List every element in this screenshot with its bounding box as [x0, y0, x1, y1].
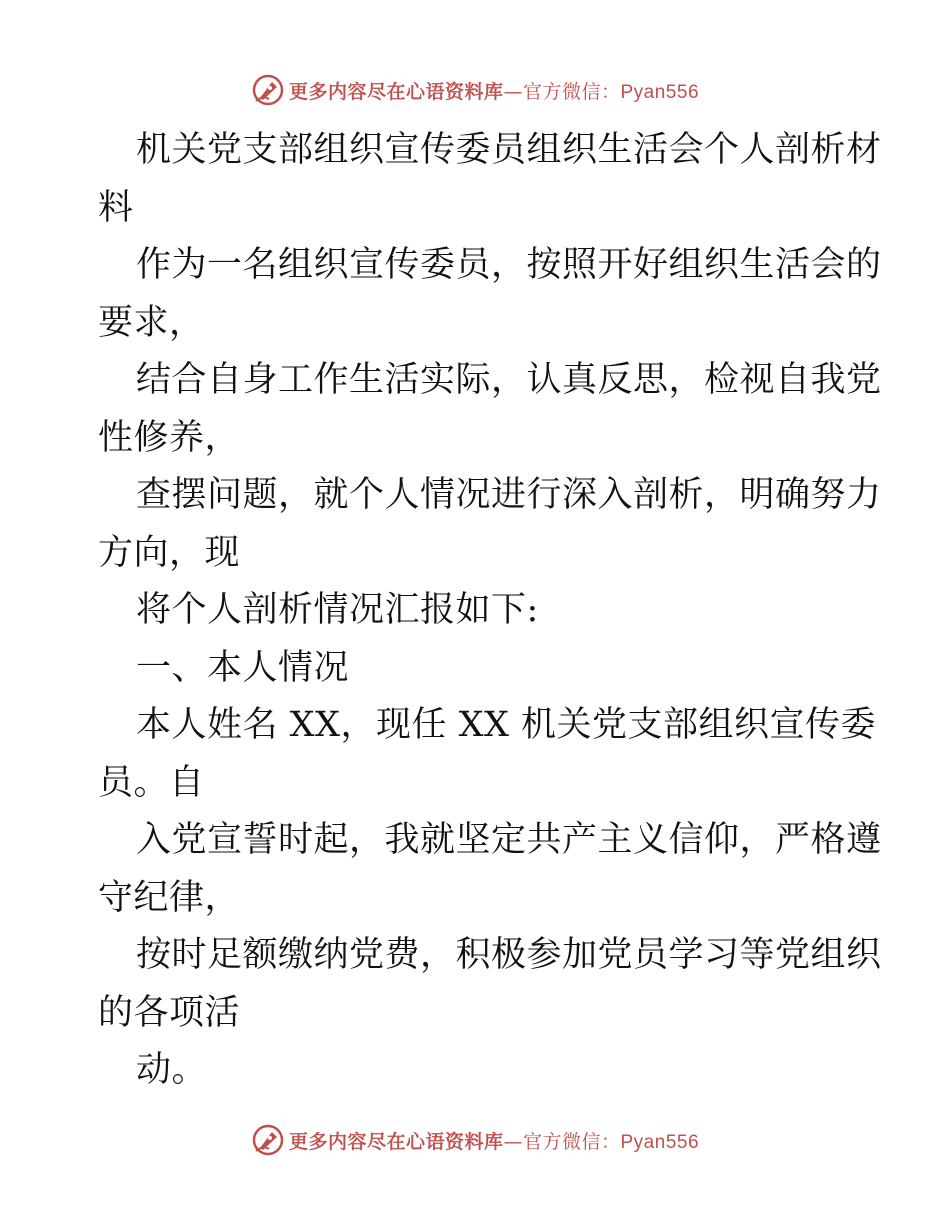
banner-wechat-label: 官方微信：	[522, 80, 621, 103]
header-banner	[0, 70, 950, 110]
paragraph-line: 料	[98, 187, 134, 228]
paragraph-line: 本人姓名 XX，现任 XX 机关党支部组织宣传委	[136, 705, 877, 745]
paragraph-line: 的各项活	[98, 992, 241, 1033]
banner-wechat-id: Pyan556	[620, 1131, 700, 1153]
banner-wechat-label: 官方微信：	[522, 1130, 621, 1153]
paragraph-line: 按时足额缴纳党费，积极参加党员学习等党组织	[136, 935, 882, 975]
document-body	[98, 122, 882, 1100]
banner-text	[289, 77, 699, 104]
paragraph-line: 动。	[136, 1050, 208, 1090]
paragraph-line: 性修养，	[98, 417, 241, 458]
footer-banner	[0, 1120, 950, 1160]
paragraph-line: 结合自身工作生活实际，认真反思，检视自我党	[136, 360, 882, 400]
paragraph-line: 要求，	[98, 302, 205, 343]
pen-nib-logo-icon	[251, 1123, 285, 1157]
paragraph-line: 一、本人情况	[136, 647, 350, 688]
banner-text	[289, 1127, 699, 1154]
paragraph-line: 入党宣誓时起，我就坚定共产主义信仰，严格遵	[136, 820, 882, 860]
paragraph-line: 机关党支部组织宣传委员组织生活会个人剖析材	[136, 130, 882, 170]
banner-site-text: 更多内容尽在心语资料库	[288, 1130, 504, 1153]
banner-wechat-id: Pyan556	[620, 81, 700, 103]
banner-site-text: 更多内容尽在心语资料库	[288, 80, 504, 103]
paragraph-line: 查摆问题，就个人情况进行深入剖析，明确努力	[136, 475, 882, 515]
paragraph-line: 将个人剖析情况汇报如下:	[136, 590, 539, 630]
banner-dash: —	[503, 80, 523, 103]
paragraph-line: 守纪律，	[98, 877, 241, 918]
paragraph-line: 员。自	[98, 762, 205, 803]
banner-dash: —	[503, 1130, 523, 1153]
paragraph-line: 作为一名组织宣传委员，按照开好组织生活会的	[136, 245, 882, 285]
paragraph-line: 方向，现	[98, 532, 241, 573]
pen-nib-logo-icon	[251, 73, 285, 107]
